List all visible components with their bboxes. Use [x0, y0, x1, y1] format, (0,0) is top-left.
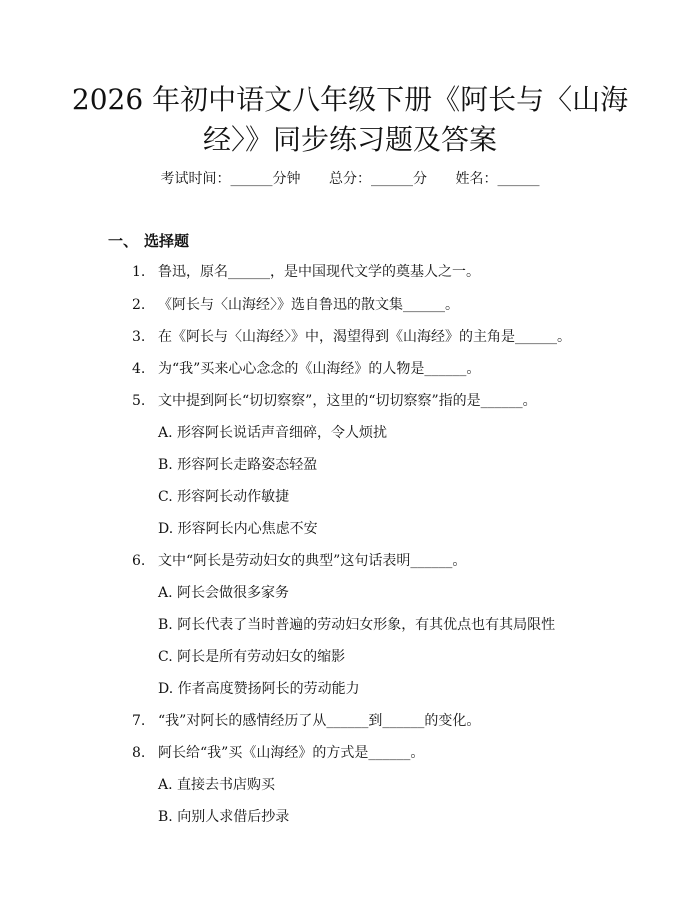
question-number: 1. — [132, 264, 146, 280]
question-8 — [132, 742, 424, 762]
section-heading — [108, 230, 189, 251]
question-text: 《阿长与〈山海经〉》选自鲁迅的散文集______。 — [158, 297, 459, 313]
question-text: 阿长给“我”买《山海经》的方式是______。 — [158, 745, 425, 761]
option-b: B. 向别人求借后抄录 — [158, 809, 290, 825]
section-number: 一、 — [108, 232, 139, 250]
exam-meta — [0, 168, 700, 188]
section-title: 选择题 — [144, 232, 190, 250]
question-number: 4. — [132, 361, 146, 377]
title-line-2: 经〉》同步练习题及答案 — [202, 123, 497, 156]
question-2 — [132, 294, 459, 314]
question-text: 鲁迅，原名______，是中国现代文学的奠基人之一。 — [158, 264, 480, 280]
title-line-1: 2026 年初中语文八年级下册《阿长与〈山海 — [71, 83, 629, 116]
option-b: B. 阿长代表了当时普遍的劳动妇女形象，有其优点也有其局限性 — [158, 617, 556, 633]
option-d: D. 形容阿长内心焦虑不安 — [158, 521, 318, 537]
question-text: 为“我”买来心心念念的《山海经》的人物是______。 — [158, 361, 481, 377]
question-5 — [132, 390, 537, 410]
question-text: “我”对阿长的感情经历了从______到______的变化。 — [158, 713, 481, 729]
question-number: 8. — [132, 745, 146, 761]
option-a: A. 形容阿长说话声音细碎，令人烦扰 — [158, 425, 388, 441]
option-d: D. 作者高度赞扬阿长的劳动能力 — [158, 681, 360, 697]
question-text: 文中提到阿长“切切察察”，这里的“切切察察”指的是______。 — [158, 393, 537, 409]
option-b: B. 形容阿长走路姿态轻盈 — [158, 457, 318, 473]
question-number: 7. — [132, 713, 146, 729]
question-number: 6. — [132, 553, 146, 569]
option-a: A. 直接去书店购买 — [158, 777, 276, 793]
question-7 — [132, 710, 480, 730]
option-c: C. 阿长是所有劳动妇女的缩影 — [158, 649, 346, 665]
question-number: 2. — [132, 297, 146, 313]
question-4 — [132, 358, 480, 378]
option-c: C. 形容阿长动作敏捷 — [158, 489, 290, 505]
question-text: 文中“阿长是劳动妇女的典型”这句话表明______。 — [158, 553, 467, 569]
question-6 — [132, 550, 466, 570]
exam-score: 总分：______分 — [329, 171, 427, 187]
question-number: 5. — [132, 393, 146, 409]
exam-name: 姓名：______ — [455, 171, 540, 187]
question-number: 3. — [132, 329, 146, 345]
question-3 — [132, 326, 571, 346]
question-text: 在《阿长与〈山海经〉》中，渴望得到《山海经》的主角是______。 — [158, 329, 571, 345]
option-a: A. 阿长会做很多家务 — [158, 585, 290, 601]
document-title — [70, 80, 630, 160]
question-1 — [132, 261, 480, 281]
exam-time: 考试时间：______分钟 — [160, 171, 301, 187]
